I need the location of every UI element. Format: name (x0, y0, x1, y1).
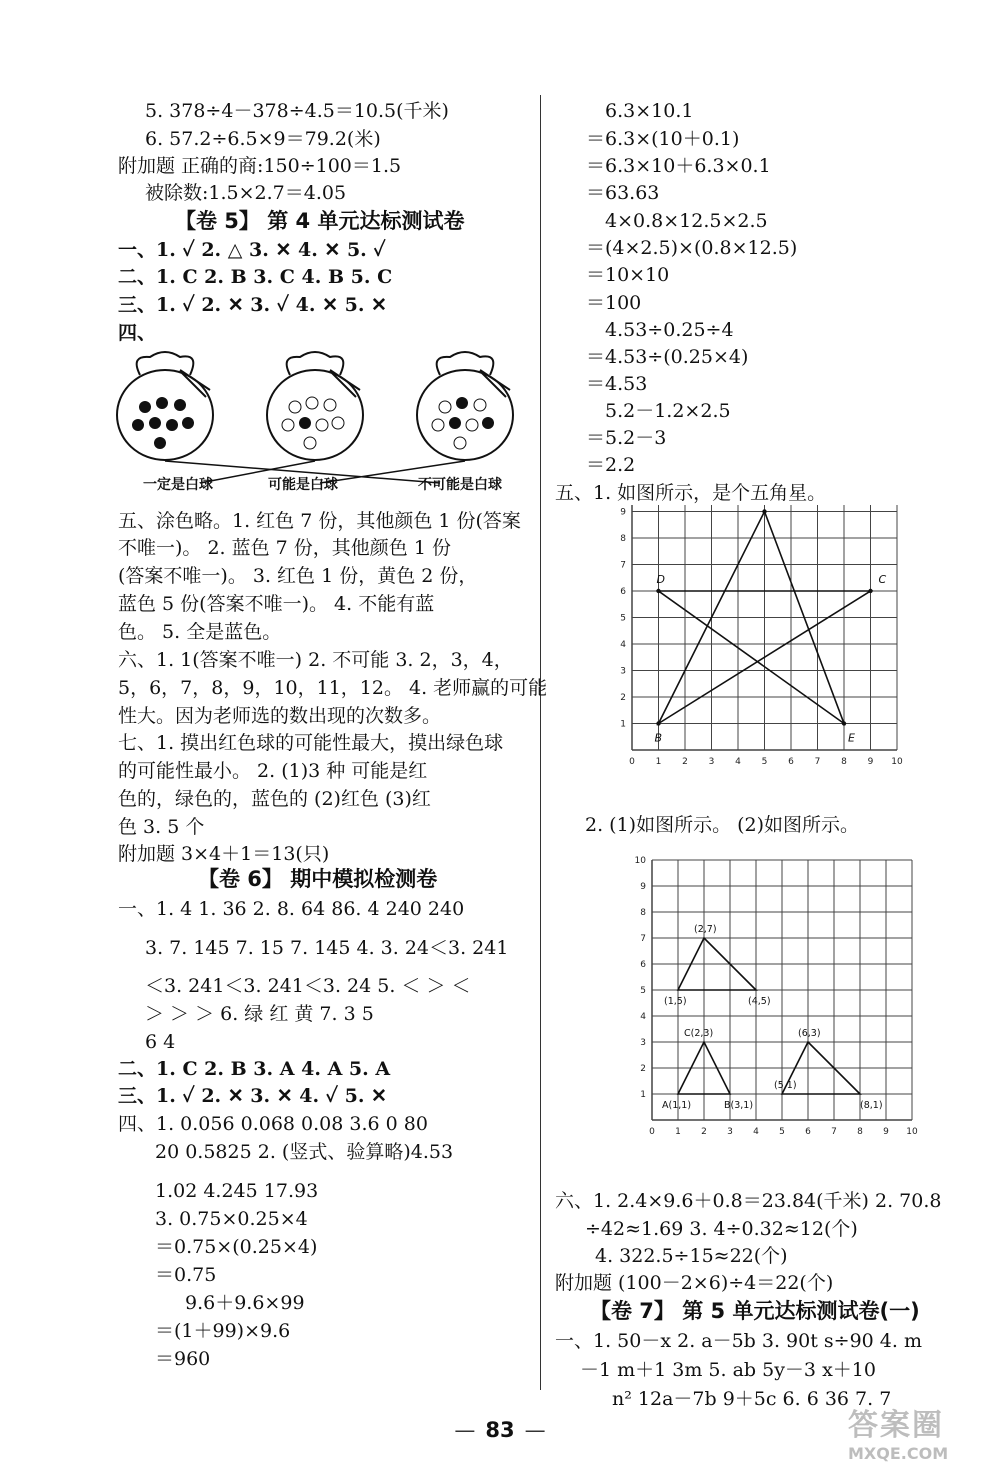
triangle-point-label: (2,7) (694, 924, 717, 935)
axis-tick: 2 (701, 1127, 707, 1137)
axis-tick: 1 (675, 1127, 681, 1137)
axis-tick: 4 (640, 1012, 646, 1022)
calc-line: 5.2－1.2×2.5 (605, 400, 731, 422)
star-grid-figure (612, 505, 912, 775)
answer-line: 3. 7. 145 7. 15 7. 145 4. 3. 24＜3. 241 (145, 937, 509, 959)
answer-line: ＜3. 241＜3. 241＜3. 24 5. ＜ ＞ ＜ (145, 975, 471, 997)
answer-line: 20 0.5825 2. (竖式、验算略)4.53 (155, 1141, 454, 1163)
triangle-point-label: C(2,3) (684, 1028, 714, 1039)
axis-tick: 4 (620, 640, 626, 650)
answer-line: 色 3. 5 个 (118, 816, 205, 838)
answer-line: 五、涂色略。1. 红色 7 份，其他颜色 1 份(答案 (118, 510, 521, 532)
answer-line: 2. (1)如图所示。 (2)如图所示。 (585, 814, 860, 836)
triangle-point-label: B(3,1) (724, 1100, 754, 1111)
answer-line: 9.6＋9.6×99 (185, 1292, 305, 1314)
section-title-5: 【卷 5】 第 4 单元达标测试卷 (175, 209, 465, 233)
answer-line: 一、1. ✓ 2. △ 3. ✕ 4. ✕ 5. ✓ (118, 239, 386, 261)
axis-tick: 5 (640, 986, 646, 996)
answer-line: n² 12a－7b 9＋5c 6. 6 36 7. 7 (612, 1388, 892, 1410)
answer-line: 六、1. 1(答案不唯一) 2. 不可能 3. 2，3，4， (118, 649, 513, 671)
triangle-point-label: (6,3) (798, 1028, 821, 1039)
axis-tick: 6 (788, 757, 794, 767)
answer-line: 6. 57.2÷6.5×9＝79.2(米) (145, 128, 381, 150)
answer-line: 四、 (118, 322, 157, 344)
calc-line: ＝2.2 (586, 454, 636, 476)
axis-tick: 1 (640, 1090, 646, 1100)
axis-tick: 9 (883, 1127, 889, 1137)
answer-line: 一、1. 50－x 2. a－5b 3. 90t s÷90 4. m (555, 1330, 922, 1352)
answer-line: 二、1. C 2. B 3. C 4. B 5. C (118, 266, 393, 288)
page-number: — 83 — (454, 1418, 546, 1442)
triangle-point-label: (5,1) (774, 1080, 797, 1091)
bag-2 (267, 352, 363, 460)
star-point (656, 721, 660, 725)
answer-line: 4. 322.5÷15≈22(个) (595, 1245, 788, 1267)
axis-tick: 4 (753, 1127, 759, 1137)
axis-tick: 7 (620, 560, 626, 571)
answer-line: 性大。因为老师选的数出现的次数多。 (118, 705, 442, 727)
answer-line: 1.02 4.245 17.93 (155, 1180, 319, 1202)
calc-line: ＝(4×2.5)×(0.8×12.5) (586, 237, 798, 259)
star-point (868, 589, 872, 593)
axis-tick: 5 (620, 613, 626, 624)
answer-line: 色。 5. 全是蓝色。 (118, 621, 282, 643)
bag-3 (417, 352, 513, 460)
answer-line: 一、1. 4 1. 36 2. 8. 64 86. 4 240 240 (118, 898, 465, 920)
calc-line: 4×0.8×12.5×2.5 (605, 210, 768, 232)
calc-line: ＝4.53÷(0.25×4) (586, 346, 749, 368)
star-point-label: E (848, 731, 855, 745)
answer-line: 被除数:1.5×2.7＝4.05 (145, 182, 347, 204)
axis-tick: 6 (805, 1127, 811, 1137)
axis-tick: 5 (761, 757, 768, 767)
axis-tick: 0 (649, 1127, 655, 1137)
axis-tick: 8 (857, 1127, 863, 1137)
axis-tick: 10 (634, 856, 646, 866)
answer-line: 色的，绿色的，蓝色的 (2)红色 (3)红 (118, 788, 431, 810)
answer-line: ＞ ＞ ＞ 6. 绿 红 黄 7. 3 5 (145, 1003, 374, 1025)
axis-tick: 6 (640, 960, 646, 970)
axis-tick: 10 (906, 1127, 918, 1137)
star-point-label (768, 505, 777, 507)
star-point-label: C (878, 573, 887, 586)
answer-line: 三、1. ✓ 2. ✕ 3. ✕ 4. ✓ 5. ✕ (118, 1085, 387, 1107)
axis-tick: 8 (620, 534, 626, 544)
answer-line: ÷42≈1.69 3. 4÷0.32≈12(个) (585, 1218, 858, 1240)
axis-tick: 1 (655, 757, 662, 767)
calc-line: ＝5.2－3 (586, 427, 667, 449)
bag-1 (117, 352, 213, 460)
watermark: 答案圈 MXQE.COM (848, 1408, 949, 1463)
triangle-point-label: (4,5) (748, 996, 771, 1007)
axis-tick: 7 (640, 934, 646, 944)
answer-line: ＝0.75×(0.25×4) (155, 1236, 318, 1258)
star-point (762, 509, 766, 513)
calc-line: ＝4.53 (586, 373, 648, 395)
answer-line: ＝(1＋99)×9.6 (155, 1320, 291, 1342)
answer-line: 不唯一)。 2. 蓝色 7 份，其他颜色 1 份 (118, 537, 451, 559)
triangle-point-label: (1,5) (664, 996, 687, 1007)
triangle-point-label: (8,1) (860, 1100, 883, 1111)
axis-tick: 9 (867, 757, 874, 767)
axis-tick: 8 (841, 757, 847, 767)
calc-line: ＝6.3×(10＋0.1) (586, 128, 740, 150)
axis-tick: 7 (814, 757, 821, 767)
answer-line: 三、1. ✓ 2. ✕ 3. ✓ 4. ✕ 5. ✕ (118, 294, 387, 316)
axis-tick: 2 (620, 693, 626, 703)
answer-line: ＝0.75 (155, 1264, 217, 1286)
answer-line: 附加题 正确的商:150÷100＝1.5 (118, 155, 402, 177)
answer-line: 附加题 3×4＋1＝13(只) (118, 843, 330, 865)
triangle-point-label: A(1,1) (662, 1100, 692, 1111)
triangle-grid-figure (632, 840, 932, 1140)
axis-tick: 3 (727, 1127, 733, 1137)
axis-tick: 2 (640, 1064, 646, 1074)
bag-label: 一定是白球 (143, 477, 213, 493)
axis-tick: 9 (640, 882, 646, 892)
axis-tick: 6 (620, 587, 626, 597)
axis-tick: 5 (779, 1127, 785, 1137)
answer-line: 蓝色 5 份(答案不唯一)。 4. 不能有蓝 (118, 593, 435, 615)
answer-line: 5，6，7，8，9，10，11，12。 4. 老师赢的可能 (118, 677, 548, 699)
answer-line: 七、1. 摸出红色球的可能性最大，摸出绿色球 (118, 732, 504, 754)
axis-tick: 3 (640, 1038, 646, 1048)
answer-line: 的可能性最小。 2. (1)3 种 可能是红 (118, 760, 428, 782)
star-point (656, 589, 660, 593)
axis-tick: 4 (735, 757, 741, 767)
section-title-6: 【卷 6】 期中模拟检测卷 (198, 867, 438, 891)
axis-tick: 3 (620, 666, 626, 677)
axis-tick: 9 (620, 507, 626, 518)
calc-line: 4.53÷0.25÷4 (605, 319, 734, 341)
answer-line: ＝960 (155, 1348, 211, 1370)
answer-line: 二、1. C 2. B 3. A 4. A 5. A (118, 1058, 391, 1080)
calc-line: 6.3×10.1 (605, 100, 694, 122)
bag-label: 可能是白球 (268, 477, 338, 493)
calc-line: ＝10×10 (586, 264, 670, 286)
answer-line: (答案不唯一)。 3. 红色 1 份，黄色 2 份， (118, 565, 478, 587)
answer-line: 四、1. 0.056 0.068 0.08 3.6 0 80 (118, 1113, 428, 1135)
star-point-label: D (656, 573, 665, 586)
answer-line: 3. 0.75×0.25×4 (155, 1208, 308, 1230)
bag-label: 不可能是白球 (418, 477, 502, 493)
star-point-label: B (654, 731, 663, 745)
answer-line: 5. 378÷4－378÷4.5＝10.5(千米) (145, 100, 449, 122)
calc-line: ＝6.3×10＋6.3×0.1 (586, 155, 771, 177)
axis-tick: 10 (891, 757, 903, 767)
star-point (842, 721, 846, 725)
axis-tick: 3 (708, 757, 715, 767)
answer-line: 附加题 (100－2×6)÷4＝22(个) (555, 1272, 834, 1294)
answer-line: 五、1. 如图所示，是个五角星。 (555, 482, 827, 504)
axis-tick: 8 (640, 908, 646, 918)
axis-tick: 0 (629, 757, 635, 767)
axis-tick: 7 (831, 1127, 837, 1137)
column-divider (540, 95, 541, 1390)
answer-line: －1 m＋1 3m 5. ab 5y－3 x＋10 (580, 1359, 876, 1381)
answer-line: 6 4 (145, 1031, 176, 1053)
axis-tick: 2 (682, 757, 688, 767)
calc-line: ＝100 (586, 292, 642, 314)
axis-tick: 1 (620, 719, 626, 730)
section-title-7: 【卷 7】 第 5 单元达标测试卷(一) (590, 1299, 920, 1323)
calc-line: ＝63.63 (586, 182, 660, 204)
answer-line: 六、1. 2.4×9.6＋0.8＝23.84(千米) 2. 70.8 (555, 1190, 942, 1212)
